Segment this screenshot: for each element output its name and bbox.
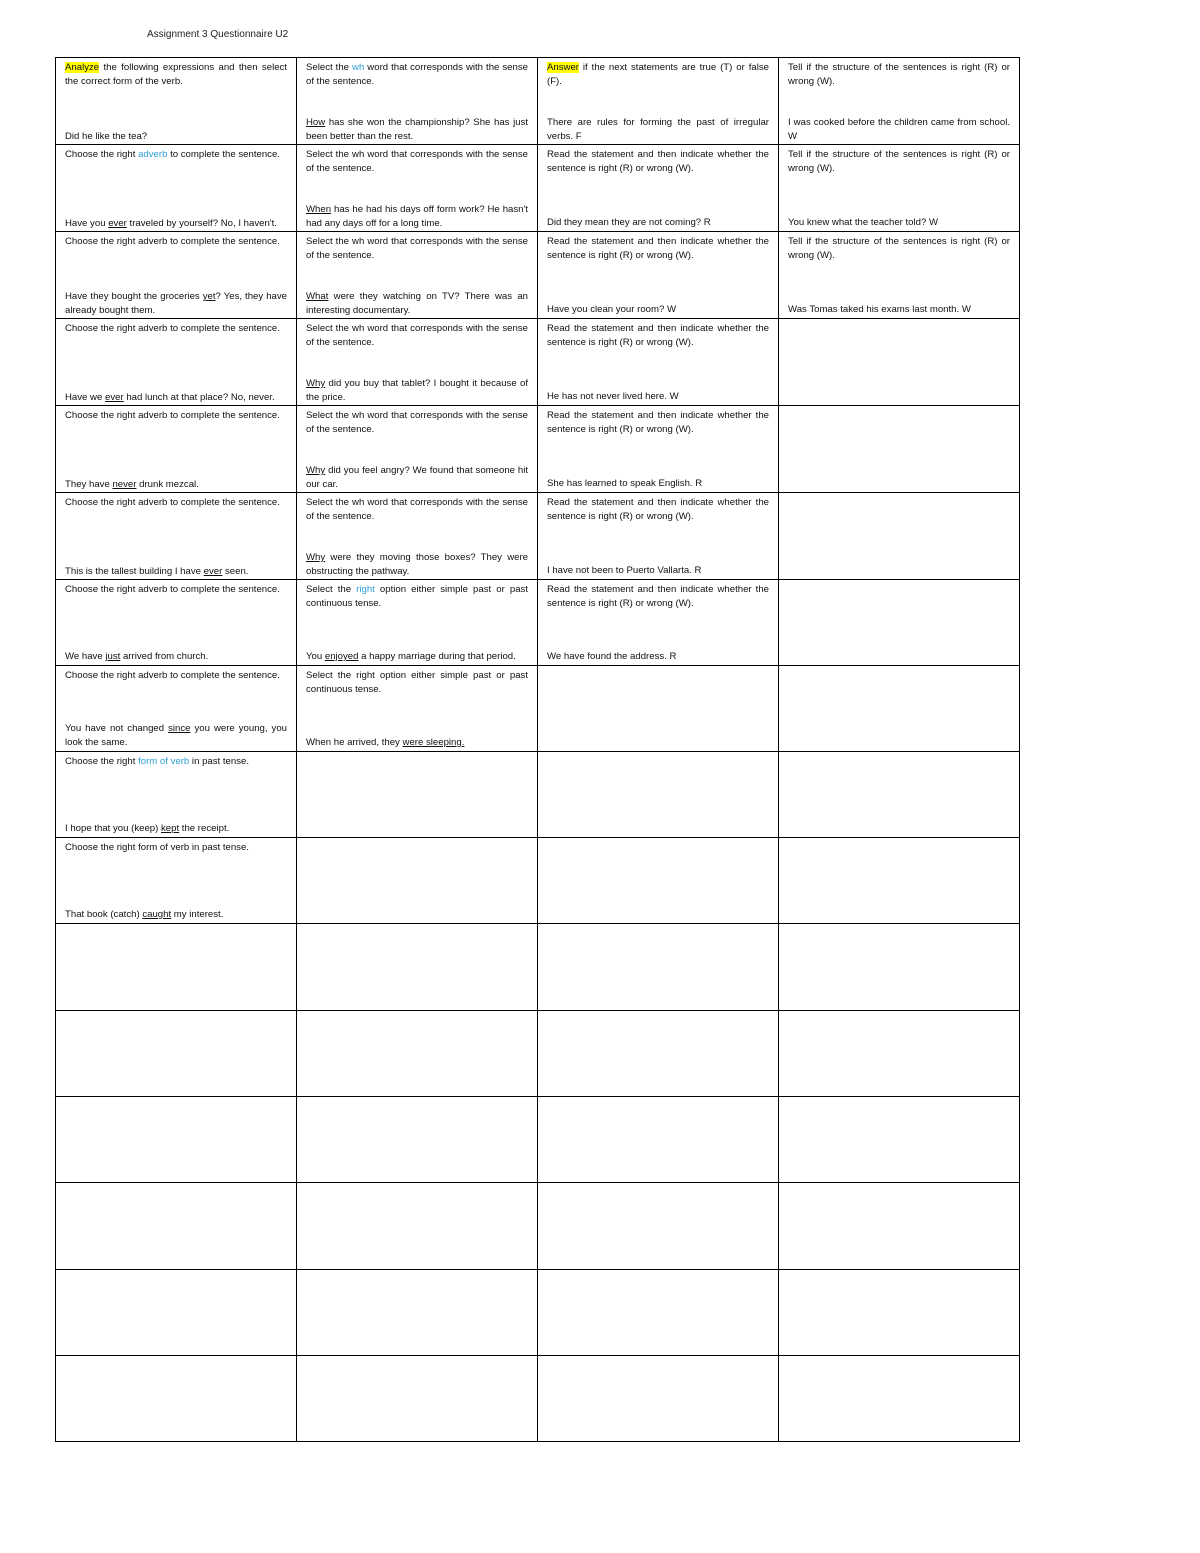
spacer (306, 350, 528, 377)
table-cell (56, 406, 297, 493)
table-cell (779, 232, 1020, 319)
table-cell (297, 406, 538, 493)
table-cell (56, 145, 297, 232)
spacer (306, 89, 528, 116)
text-run: ? Yes, they have already bought them. (65, 291, 287, 316)
text-run: Was Tomas taked his exams last month. W (788, 304, 971, 315)
text-run: When he arrived, they (306, 737, 403, 748)
question-sentence (788, 216, 1010, 230)
text-run: Select the (306, 62, 353, 73)
text-run: seen. (222, 566, 249, 577)
spacer (65, 336, 287, 391)
text-run: you were young, you look the same. (65, 723, 287, 748)
table-cell (779, 838, 1020, 924)
question-instruction (65, 61, 287, 89)
question-instruction (788, 235, 1010, 263)
text-run: had lunch at that place? No, never. (123, 392, 275, 403)
spacer (788, 89, 1010, 116)
table-cell (297, 1270, 538, 1356)
question-instruction (547, 583, 769, 611)
text-run: Have you clean your room? W (547, 304, 677, 315)
text-run: arrived from church. (120, 651, 209, 662)
text-run: Choose the right adverb to complete the sentence. (65, 410, 280, 421)
text-run: She has learned to speak English. R (547, 478, 703, 489)
answer-word: When (306, 204, 332, 215)
question-sentence (65, 478, 287, 492)
table-cell (779, 1097, 1020, 1183)
highlighted-word: Answer (547, 62, 579, 73)
text-run: Choose the right form of verb in past tense. (65, 842, 249, 853)
text-run: Read the statement and then indicate whether the sentence is right (R) or wrong (W). (547, 584, 769, 609)
table-cell (56, 924, 297, 1011)
text-run: I have not been to Puerto Vallarta. R (547, 565, 702, 576)
table-cell (56, 493, 297, 580)
question-sentence (788, 303, 1010, 317)
text-run: They have (65, 479, 113, 490)
text-run: Have you (65, 218, 109, 229)
table-cell (538, 752, 779, 838)
spacer (65, 855, 287, 908)
text-run: option either simple past or past continuous tense. (306, 584, 528, 609)
table-cell (538, 1011, 779, 1097)
keyword-text: wh (352, 62, 365, 73)
table-cell (538, 580, 779, 666)
text-run: Select the wh word that corresponds with the sense of the sentence. (306, 497, 528, 522)
text-run: Read the statement and then indicate whether the sentence is right (R) or wrong (W). (547, 323, 769, 348)
table-cell (56, 1270, 297, 1356)
text-run: the following expressions and then select the correct form of the verb. (65, 62, 287, 87)
table-row (56, 666, 1020, 752)
table-cell (779, 580, 1020, 666)
question-sentence (547, 216, 769, 230)
table-cell (779, 666, 1020, 752)
text-run: He has not never lived here. W (547, 391, 679, 402)
table-cell (538, 319, 779, 406)
text-run: Choose the right adverb to complete the sentence. (65, 584, 280, 595)
table-cell (56, 232, 297, 319)
table-cell (56, 1183, 297, 1270)
spacer (547, 176, 769, 216)
question-instruction (547, 235, 769, 263)
table-cell (56, 838, 297, 924)
spacer (547, 611, 769, 650)
questionnaire-body (56, 58, 1020, 1442)
table-cell (297, 752, 538, 838)
document-title: Assignment 3 Questionnaire U2 (147, 29, 289, 40)
highlighted-word: Analyze (65, 62, 100, 73)
question-sentence (306, 551, 528, 579)
question-sentence (65, 130, 287, 144)
text-run: were they moving those boxes? They were obstructing the pathway. (306, 552, 528, 577)
question-instruction (65, 409, 287, 423)
table-cell (297, 319, 538, 406)
table-cell (538, 1183, 779, 1270)
keyword-text: form of verb (138, 756, 190, 767)
questionnaire-table (55, 57, 1020, 1442)
spacer (65, 249, 287, 290)
text-run: Select the wh word that corresponds with the sense of the sentence. (306, 236, 528, 261)
spacer (306, 437, 528, 464)
spacer (65, 423, 287, 478)
table-cell (538, 924, 779, 1011)
table-cell (297, 58, 538, 145)
text-run: has he had his days off form work? He hasn't had any days off for a long time. (306, 204, 528, 229)
text-run: my interest. (171, 909, 224, 920)
table-cell (56, 1356, 297, 1442)
table-cell (297, 493, 538, 580)
question-sentence (547, 564, 769, 578)
question-instruction (306, 148, 528, 176)
table-cell (538, 232, 779, 319)
keyword-text: adverb (138, 149, 168, 160)
question-sentence (547, 477, 769, 491)
question-instruction (65, 755, 287, 769)
answer-word: Why (306, 465, 326, 476)
table-cell (538, 1097, 779, 1183)
table-cell (779, 58, 1020, 145)
text-run: We have (65, 651, 106, 662)
question-instruction (65, 669, 287, 683)
question-instruction (306, 496, 528, 524)
question-sentence (65, 650, 287, 664)
table-cell (538, 666, 779, 752)
table-cell (779, 752, 1020, 838)
spacer (65, 89, 287, 130)
text-run: Choose the right adverb to complete the sentence. (65, 497, 280, 508)
text-run: Choose the right adverb to complete the sentence. (65, 670, 280, 681)
question-instruction (65, 583, 287, 597)
text-run: did you feel angry? We found that someone hit our car. (306, 465, 528, 490)
table-cell (297, 838, 538, 924)
question-sentence (788, 116, 1010, 144)
text-run: I hope that you (keep) (65, 823, 161, 834)
question-instruction (306, 322, 528, 350)
table-cell (538, 145, 779, 232)
spacer (547, 524, 769, 564)
table-cell (297, 1356, 538, 1442)
table-row (56, 1270, 1020, 1356)
text-run: traveled by yourself? No, I haven't. (126, 218, 277, 229)
question-sentence (65, 217, 287, 231)
answer-word: What (306, 291, 329, 302)
text-run: Select the (306, 584, 357, 595)
table-row (56, 1011, 1020, 1097)
answer-word: ever (203, 566, 223, 577)
text-run: Tell if the structure of the sentences is right (R) or wrong (W). (788, 62, 1010, 87)
table-cell (56, 1011, 297, 1097)
table-row (56, 1356, 1020, 1442)
table-cell (56, 58, 297, 145)
text-run: Tell if the structure of the sentences is right (R) or wrong (W). (788, 236, 1010, 261)
spacer (788, 176, 1010, 216)
answer-word: since (168, 723, 191, 734)
question-instruction (788, 148, 1010, 176)
table-cell (56, 580, 297, 666)
spacer (306, 176, 528, 203)
answer-word: never (112, 479, 137, 490)
question-instruction (65, 235, 287, 249)
question-sentence (65, 722, 287, 750)
text-run: the receipt. (179, 823, 230, 834)
table-cell (538, 58, 779, 145)
question-sentence (547, 650, 769, 664)
question-instruction (306, 61, 528, 89)
answer-word: Why (306, 552, 326, 563)
table-cell (56, 666, 297, 752)
table-row (56, 1097, 1020, 1183)
table-cell (297, 145, 538, 232)
answer-word: ever (108, 218, 127, 229)
table-row (56, 406, 1020, 493)
text-run: Read the statement and then indicate whether the sentence is right (R) or wrong (W). (547, 497, 769, 522)
answer-word: How (306, 117, 326, 128)
text-run: has she won the championship? She has just been better than the rest. (306, 117, 528, 142)
text-run: did you buy that tablet? I bought it because of the price. (306, 378, 528, 403)
table-cell (56, 752, 297, 838)
table-row (56, 838, 1020, 924)
table-cell (779, 406, 1020, 493)
text-run: Select the right option either simple past or past continuous tense. (306, 670, 528, 695)
text-run: Have we (65, 392, 105, 403)
answer-word: Why (306, 378, 326, 389)
question-sentence (65, 908, 287, 922)
question-sentence (65, 391, 287, 405)
table-cell (297, 232, 538, 319)
table-cell (779, 319, 1020, 406)
question-instruction (65, 148, 287, 162)
question-instruction (306, 669, 528, 697)
text-run: Choose the right (65, 756, 139, 767)
text-run: Choose the right (65, 149, 139, 160)
text-run: Did he like the tea? (65, 131, 148, 142)
text-run: in past tense. (189, 756, 249, 767)
table-cell (779, 924, 1020, 1011)
table-cell (297, 580, 538, 666)
table-cell (538, 1270, 779, 1356)
text-run: Read the statement and then indicate whether the sentence is right (R) or wrong (W). (547, 410, 769, 435)
question-sentence (547, 116, 769, 144)
text-run: Select the wh word that corresponds with the sense of the sentence. (306, 149, 528, 174)
table-cell (538, 406, 779, 493)
question-instruction (65, 322, 287, 336)
spacer (65, 683, 287, 722)
answer-word: enjoyed (324, 651, 359, 662)
question-sentence (547, 303, 769, 317)
table-cell (779, 145, 1020, 232)
table-cell (538, 493, 779, 580)
text-run: Select the wh word that corresponds with the sense of the sentence. (306, 323, 528, 348)
text-run: Choose the right adverb to complete the sentence. (65, 236, 280, 247)
table-cell (297, 924, 538, 1011)
text-run: You have not changed (65, 723, 169, 734)
question-sentence (547, 390, 769, 404)
table-row (56, 924, 1020, 1011)
text-run: This is the tallest building I have (65, 566, 204, 577)
text-run: were they watching on TV? There was an interesting documentary. (306, 291, 528, 316)
spacer (306, 524, 528, 551)
text-run: Select the wh word that corresponds with the sense of the sentence. (306, 410, 528, 435)
question-sentence (306, 736, 528, 750)
question-sentence (65, 822, 287, 836)
question-sentence (65, 565, 287, 579)
question-instruction (547, 409, 769, 437)
table-cell (538, 1356, 779, 1442)
text-run: a happy marriage during that period. (358, 651, 516, 662)
answer-word: were sleeping. (402, 737, 465, 748)
spacer (547, 89, 769, 116)
question-sentence (306, 203, 528, 231)
spacer (788, 263, 1010, 303)
text-run: I was cooked before the children came from school. W (788, 117, 1010, 142)
text-run: word that corresponds with the sense of the sentence. (306, 62, 528, 87)
answer-word: just (105, 651, 121, 662)
table-cell (779, 1183, 1020, 1270)
table-cell (56, 1097, 297, 1183)
text-run: That book (catch) (65, 909, 143, 920)
text-run: Tell if the structure of the sentences is right (R) or wrong (W). (788, 149, 1010, 174)
table-row (56, 493, 1020, 580)
spacer (547, 263, 769, 303)
question-instruction (547, 322, 769, 350)
answer-word: caught (142, 909, 172, 920)
question-instruction (788, 61, 1010, 89)
table-cell (538, 838, 779, 924)
table-cell (297, 1097, 538, 1183)
spacer (547, 350, 769, 390)
table-cell (779, 1011, 1020, 1097)
table-row (56, 319, 1020, 406)
question-instruction (306, 235, 528, 263)
table-cell (297, 666, 538, 752)
table-row (56, 58, 1020, 145)
table-cell (779, 1356, 1020, 1442)
text-run: Choose the right adverb to complete the sentence. (65, 323, 280, 334)
spacer (65, 510, 287, 565)
text-run: Read the statement and then indicate whether the sentence is right (R) or wrong (W). (547, 236, 769, 261)
text-run: drunk mezcal. (136, 479, 199, 490)
question-instruction (65, 841, 287, 855)
spacer (306, 611, 528, 650)
question-sentence (306, 377, 528, 405)
spacer (65, 597, 287, 650)
spacer (306, 263, 528, 290)
table-row (56, 232, 1020, 319)
table-row (56, 145, 1020, 232)
question-instruction (547, 61, 769, 89)
answer-word: ever (105, 392, 124, 403)
question-instruction (65, 496, 287, 510)
question-sentence (65, 290, 287, 318)
table-cell (779, 493, 1020, 580)
question-instruction (306, 583, 528, 611)
spacer (306, 697, 528, 736)
table-row (56, 752, 1020, 838)
text-run: if the next statements are true (T) or false (F). (547, 62, 769, 87)
text-run: We have found the address. R (547, 651, 677, 662)
question-instruction (306, 409, 528, 437)
question-sentence (306, 116, 528, 144)
question-instruction (547, 148, 769, 176)
text-run: There are rules for forming the past of irregular verbs. F (547, 117, 769, 142)
spacer (547, 437, 769, 477)
text-run: Have they bought the groceries (65, 291, 203, 302)
question-sentence (306, 464, 528, 492)
text-run: You knew what the teacher told? W (788, 217, 939, 228)
table-row (56, 1183, 1020, 1270)
spacer (65, 162, 287, 217)
answer-word: kept (161, 823, 180, 834)
text-run: Read the statement and then indicate whether the sentence is right (R) or wrong (W). (547, 149, 769, 174)
table-cell (297, 1183, 538, 1270)
keyword-text: right (356, 584, 375, 595)
text-run: Did they mean they are not coming? R (547, 217, 711, 228)
question-sentence (306, 290, 528, 318)
question-sentence (306, 650, 528, 664)
text-run: You (306, 651, 325, 662)
text-run: to complete the sentence. (167, 149, 280, 160)
table-cell (56, 319, 297, 406)
table-row (56, 580, 1020, 666)
spacer (65, 769, 287, 822)
table-cell (779, 1270, 1020, 1356)
table-cell (297, 1011, 538, 1097)
answer-word: yet (202, 291, 216, 302)
question-instruction (547, 496, 769, 524)
